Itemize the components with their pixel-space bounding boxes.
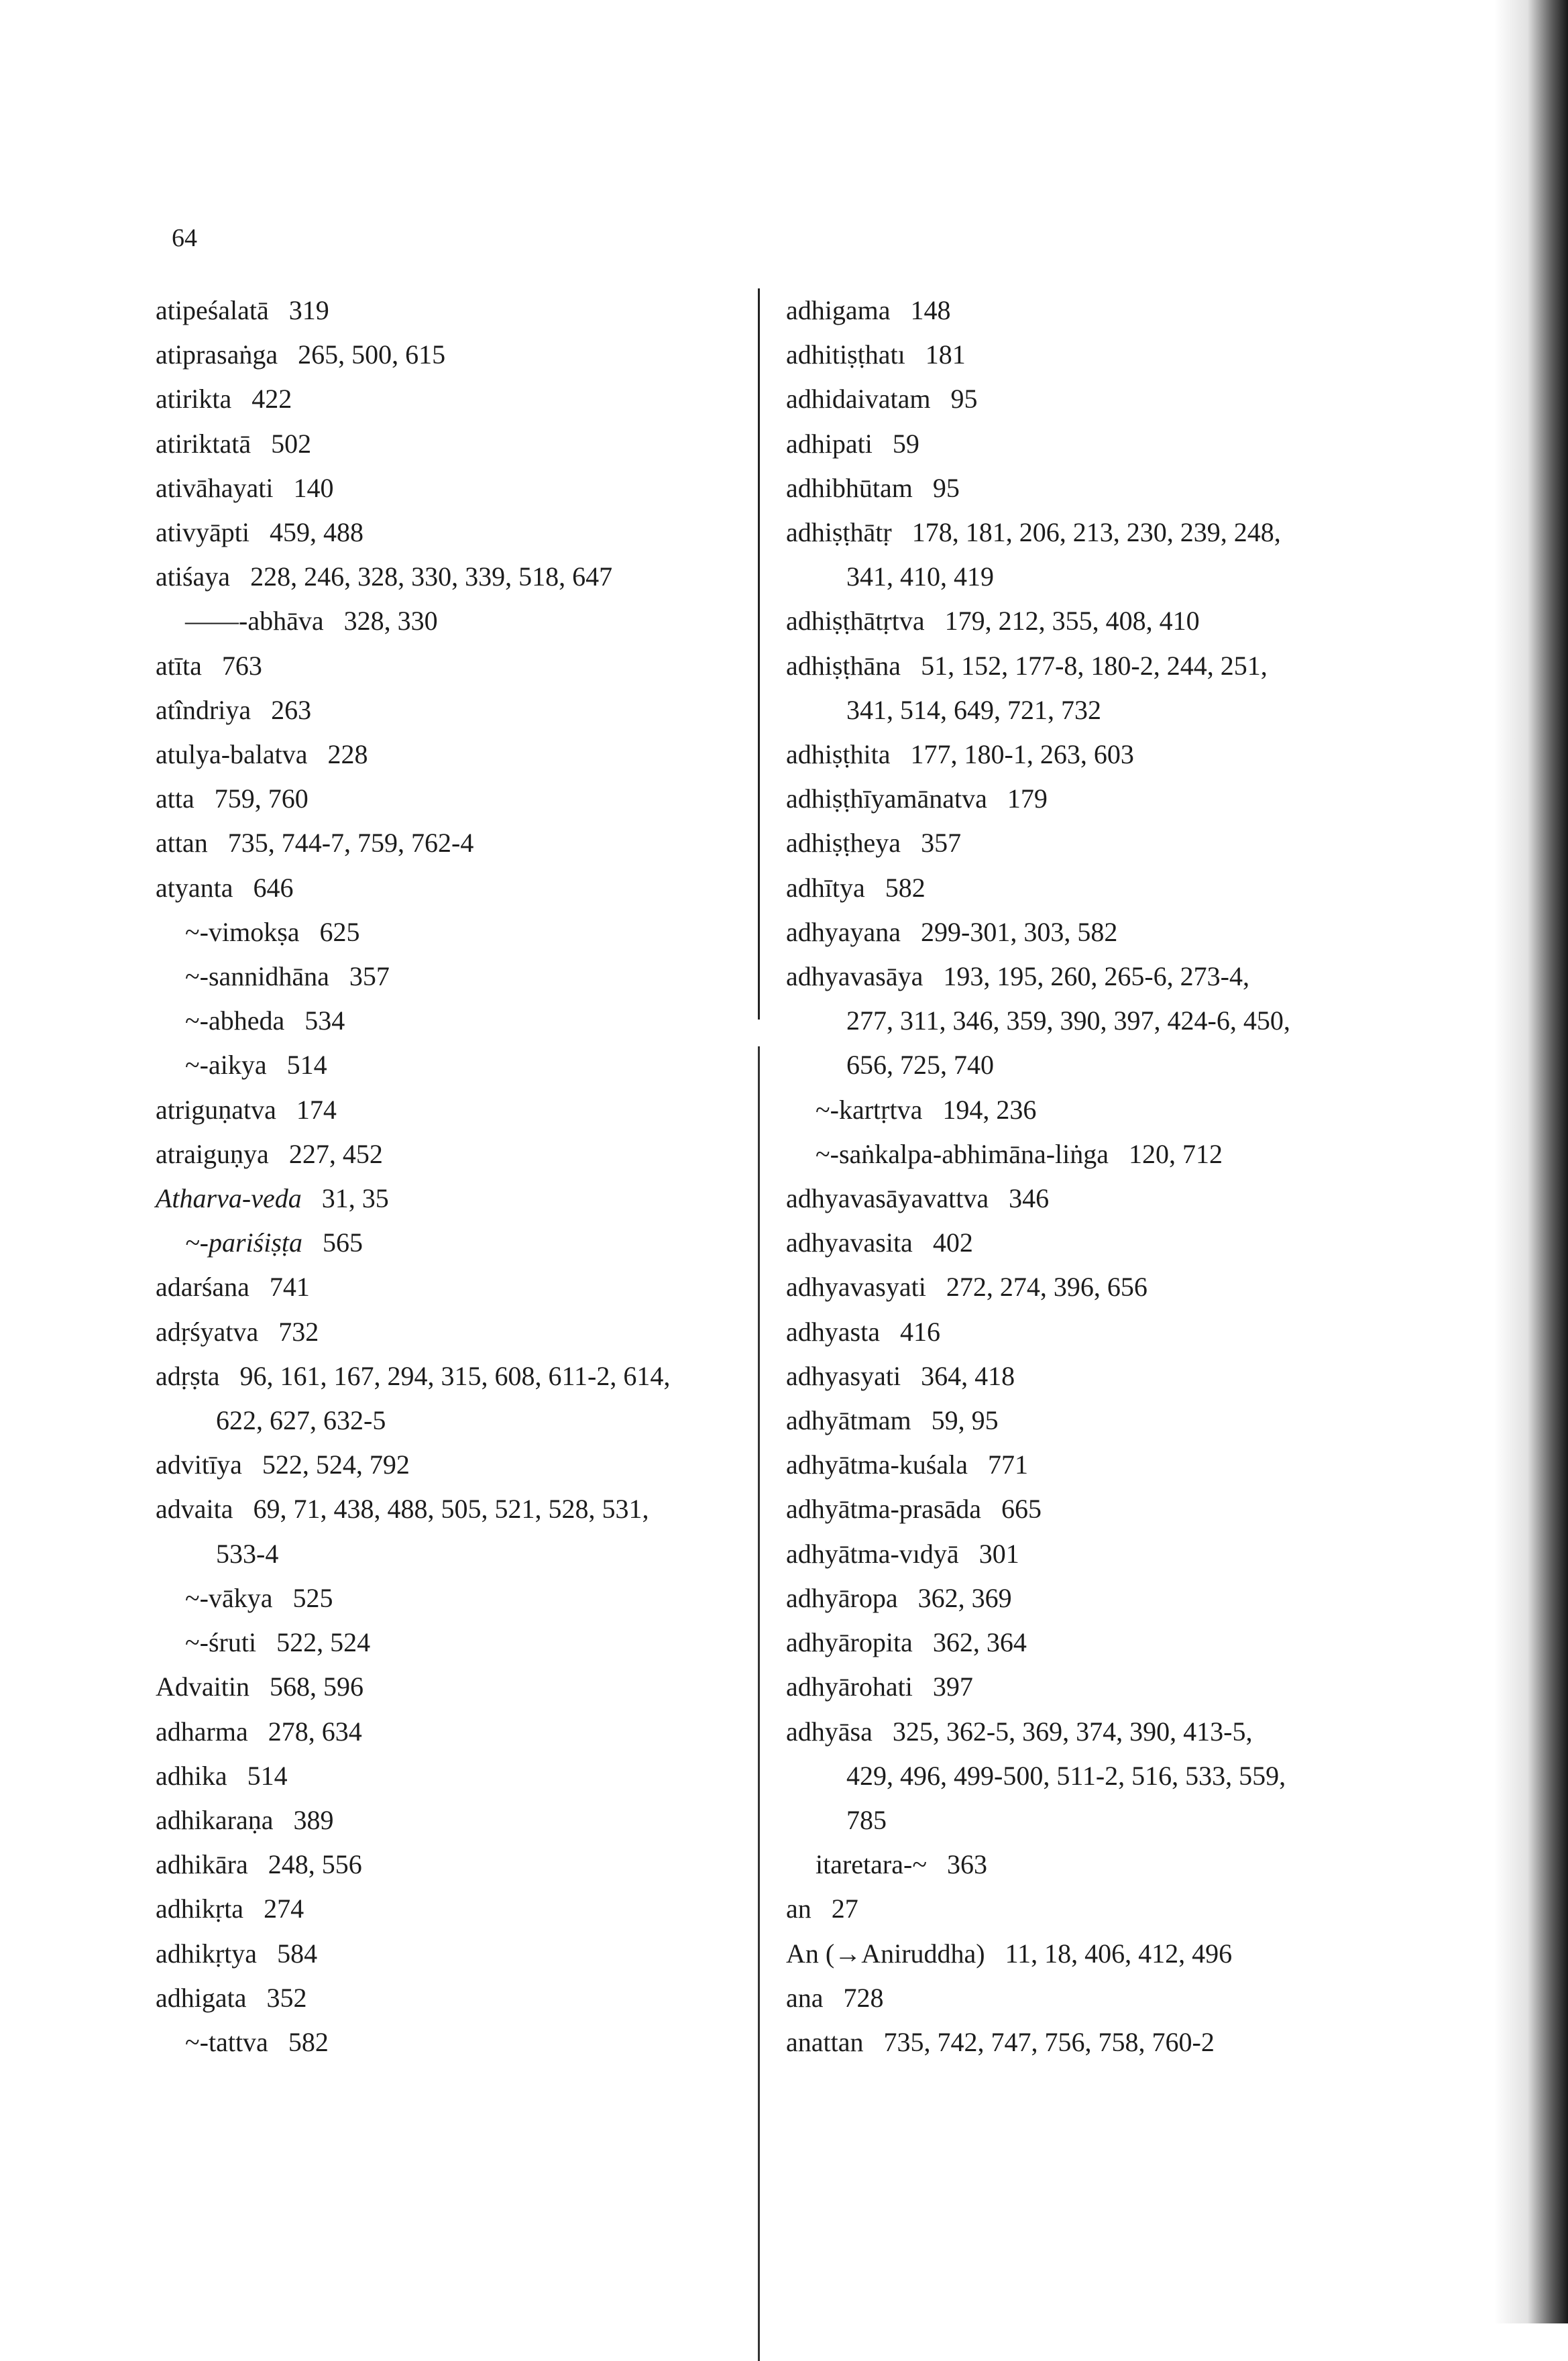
index-term: adhikāra [156, 1849, 248, 1880]
index-entry [786, 1132, 1457, 1176]
index-entry [156, 732, 759, 777]
page-references: 422 [251, 384, 292, 415]
column-divider-lower [758, 1046, 760, 2361]
page-references: 656, 725, 740 [846, 1050, 994, 1081]
index-column-left [156, 288, 759, 2065]
page-references: 69, 71, 438, 488, 505, 521, 528, 531, [253, 1494, 649, 1525]
page-references: 565 [323, 1227, 363, 1258]
index-term: atiśaya [156, 561, 231, 592]
page-references: 31, 35 [321, 1183, 389, 1214]
index-entry [156, 1621, 759, 1665]
page-references: 179, 212, 355, 408, 410 [944, 606, 1200, 637]
index-term: adhyavasāya [786, 961, 923, 992]
index-term: atiriktatā [156, 428, 251, 459]
index-term: adhyavasyati [786, 1272, 926, 1303]
index-entry [156, 1221, 759, 1265]
index-entry [786, 1354, 1457, 1398]
page-references: 178, 181, 206, 213, 230, 239, 248, [911, 517, 1281, 548]
index-term: ~-pariśiṣṭa [185, 1227, 302, 1258]
index-term: adhibhūtam [786, 472, 913, 503]
index-entry [786, 1754, 1457, 1798]
index-term: adhyayana [786, 916, 901, 947]
index-entry [156, 821, 759, 865]
index-entry [786, 466, 1457, 510]
index-entry [786, 1887, 1457, 1931]
index-term: adhyāropa [786, 1582, 898, 1613]
page-references: 325, 362-5, 369, 374, 390, 413-5, [892, 1716, 1253, 1747]
index-term: ~-saṅkalpa-abhimāna-liṅga [816, 1138, 1109, 1169]
index-entry [156, 999, 759, 1043]
index-entry [156, 1932, 759, 1976]
index-entry [786, 999, 1457, 1043]
index-entry [786, 599, 1457, 643]
page-references: 514 [286, 1050, 327, 1081]
index-entry [156, 1976, 759, 2020]
index-term: an [786, 1893, 811, 1924]
index-entry [156, 1487, 759, 1531]
index-entry [156, 910, 759, 954]
index-term: adhiṣṭhita [786, 739, 891, 770]
page-references: 416 [899, 1316, 940, 1347]
index-term: attan [156, 828, 208, 859]
page-references: 665 [1001, 1494, 1042, 1525]
index-term: adhidaivatam [786, 384, 931, 415]
index-term: adhyasta [786, 1316, 880, 1347]
column-divider [758, 288, 760, 1020]
page-references: 357 [349, 961, 390, 992]
page-references: 319 [288, 295, 329, 325]
page-references: 278, 634 [268, 1716, 362, 1747]
page-references: 625 [319, 916, 360, 947]
page-references: 568, 596 [269, 1671, 363, 1702]
index-term: adhiṣṭhātṛ [786, 517, 892, 548]
index-entry [786, 1221, 1457, 1265]
page-references: 248, 556 [268, 1849, 362, 1880]
index-entry [786, 555, 1457, 599]
index-entry [786, 377, 1457, 421]
index-entry [156, 1132, 759, 1176]
index-entry [156, 1532, 759, 1576]
page-references: 771 [988, 1449, 1028, 1480]
page-references: 328, 330 [343, 606, 438, 637]
index-entry [156, 1887, 759, 1931]
index-entry [786, 1621, 1457, 1665]
index-term: atulya-balatva [156, 739, 308, 770]
page-references: 622, 627, 632-5 [216, 1405, 386, 1436]
index-term: ativyāpti [156, 517, 249, 548]
index-term: adhipati [786, 428, 873, 459]
index-term: adhyavasita [786, 1227, 913, 1258]
page-references: 763 [221, 650, 262, 681]
index-entry [156, 377, 759, 421]
page-references: 728 [843, 1982, 884, 2013]
index-term: adhītya [786, 872, 865, 903]
page-number: 64 [172, 224, 197, 252]
index-term: adhyātma-kuśala [786, 1449, 968, 1480]
index-term: Atharva-veda [156, 1183, 302, 1214]
index-term: adarśana [156, 1272, 249, 1303]
page-references: 759, 760 [214, 783, 309, 814]
index-entry [786, 644, 1457, 688]
page-references: 96, 161, 167, 294, 315, 608, 611-2, 614, [239, 1360, 671, 1391]
page-references: 502 [271, 428, 312, 459]
index-term: adhyāropita [786, 1627, 913, 1658]
index-entry [786, 866, 1457, 910]
index-entry [786, 1487, 1457, 1531]
page-references: 228 [327, 739, 368, 770]
index-term: ~-śruti [185, 1627, 257, 1658]
page-references: 534 [304, 1005, 345, 1036]
index-entry [156, 599, 759, 643]
index-term: adhyātma-vıdyā [786, 1538, 959, 1569]
index-entry [156, 422, 759, 466]
index-entry [156, 954, 759, 999]
page-references: 174 [296, 1094, 337, 1125]
index-term: adhyātmam [786, 1405, 911, 1436]
index-entry [156, 1798, 759, 1843]
index-term: anattan [786, 2026, 864, 2057]
index-term: adhyārohati [786, 1671, 913, 1702]
page-references: 459, 488 [269, 517, 363, 548]
index-entry [786, 422, 1457, 466]
page-references: 397 [932, 1671, 973, 1702]
scan-binding-shadow [1494, 0, 1568, 2323]
index-term: atriguṇatva [156, 1094, 276, 1125]
index-term: adharma [156, 1716, 248, 1747]
index-term: ~-vākya [185, 1582, 273, 1613]
page-references: 148 [910, 295, 951, 325]
index-term: ~-vimokṣa [185, 916, 300, 947]
index-term: atipeśalatā [156, 295, 269, 325]
index-entry [156, 1088, 759, 1132]
index-term: adhyavasāyavattva [786, 1183, 989, 1214]
index-entry [156, 1754, 759, 1798]
page-references: 140 [293, 472, 334, 503]
index-entry [786, 1843, 1457, 1887]
index-entry [786, 510, 1457, 555]
page-references: 402 [932, 1227, 973, 1258]
index-term: adhyāsa [786, 1716, 873, 1747]
index-entry [156, 510, 759, 555]
index-entry [786, 1265, 1457, 1309]
index-entry [786, 1932, 1457, 1976]
index-entry [786, 1665, 1457, 1709]
page-references: 179 [1007, 783, 1048, 814]
page-references: 193, 195, 260, 265-6, 273-4, [943, 961, 1249, 992]
index-entry [156, 688, 759, 732]
index-entry [156, 777, 759, 821]
page-references: 95 [932, 472, 960, 503]
page-references: 522, 524 [276, 1627, 371, 1658]
page-references: 341, 410, 419 [846, 561, 994, 592]
index-entry [156, 2020, 759, 2065]
page-references: 346 [1009, 1183, 1050, 1214]
page-references: 265, 500, 615 [298, 339, 446, 370]
index-term: adhiṣṭhāna [786, 650, 901, 681]
index-entry [786, 1976, 1457, 2020]
index-entry [156, 466, 759, 510]
index-entry [156, 1443, 759, 1487]
page-references: 177, 180-1, 263, 603 [910, 739, 1134, 770]
index-term: adhikṛtya [156, 1938, 258, 1969]
page-references: 741 [269, 1272, 310, 1303]
page-references: 357 [921, 828, 962, 859]
index-term: adhiṣṭhātṛtva [786, 606, 925, 637]
index-term: adhyātma-prasāda [786, 1494, 981, 1525]
index-entry [786, 688, 1457, 732]
index-term: adhiṣṭhīyamānatva [786, 783, 987, 814]
page-references: 533-4 [216, 1538, 279, 1569]
index-entry [156, 1576, 759, 1621]
index-term: atta [156, 783, 194, 814]
index-entry [786, 1176, 1457, 1221]
page-references: 584 [277, 1938, 318, 1969]
index-entry [786, 288, 1457, 333]
index-entry [786, 1798, 1457, 1843]
page-references: 272, 274, 396, 656 [946, 1272, 1147, 1303]
index-entry [786, 777, 1457, 821]
index-column-right [786, 288, 1457, 2065]
page-references: 274 [264, 1893, 304, 1924]
index-entry [156, 866, 759, 910]
page-references: 582 [288, 2026, 329, 2057]
index-term: adhika [156, 1760, 227, 1791]
index-term: Advaitin [156, 1671, 249, 1702]
index-term: atīta [156, 650, 202, 681]
page-references: 735, 744-7, 759, 762-4 [227, 828, 474, 859]
page-references: 352 [266, 1982, 307, 2013]
index-entry [786, 1043, 1457, 1087]
page-references: 120, 712 [1129, 1138, 1223, 1169]
index-entry [786, 1398, 1457, 1443]
index-entry [786, 732, 1457, 777]
page-references: 429, 496, 499-500, 511-2, 516, 533, 559, [846, 1760, 1286, 1791]
page-references: 59 [892, 428, 919, 459]
index-term: adhigama [786, 295, 891, 325]
page-references: 277, 311, 346, 359, 390, 397, 424-6, 450, [846, 1005, 1290, 1036]
index-term: adhiṣṭheya [786, 828, 901, 859]
index-term: atraiguṇya [156, 1138, 269, 1169]
page-references: 227, 452 [288, 1138, 383, 1169]
page-references: 363 [946, 1849, 987, 1880]
index-entry [786, 1710, 1457, 1754]
page-references: 525 [292, 1582, 333, 1613]
page-references: 362, 369 [917, 1582, 1012, 1613]
page-references: 389 [293, 1804, 334, 1835]
index-entry [786, 910, 1457, 954]
index-entry [156, 1710, 759, 1754]
page-references: 735, 742, 747, 756, 758, 760-2 [883, 2026, 1215, 2057]
index-term: adṛśyatva [156, 1316, 259, 1347]
index-entry [786, 1443, 1457, 1487]
page-references: 364, 418 [921, 1360, 1015, 1391]
page-references: 228, 246, 328, 330, 339, 518, 647 [250, 561, 613, 592]
page-references: 522, 524, 792 [262, 1449, 410, 1480]
page-references: 299-301, 303, 582 [921, 916, 1118, 947]
index-entry [786, 2020, 1457, 2065]
page-references: 263 [271, 694, 312, 725]
index-term: itaretara-~ [816, 1849, 927, 1880]
page-references: 27 [831, 1893, 858, 1924]
page-references: 732 [278, 1316, 319, 1347]
index-term: ~-kartṛtva [816, 1094, 923, 1125]
page-references: 582 [885, 872, 926, 903]
index-term: adhyasyati [786, 1360, 901, 1391]
page-references: 95 [950, 384, 978, 415]
index-entry [786, 954, 1457, 999]
index-entry [786, 333, 1457, 377]
index-entry [156, 555, 759, 599]
index-entry [786, 1576, 1457, 1621]
index-entry [786, 1310, 1457, 1354]
index-term: An (→Aniruddha) [786, 1938, 985, 1969]
page-references: 362, 364 [932, 1627, 1027, 1658]
index-term: ana [786, 1982, 824, 2013]
index-term: ——-abhāva [185, 606, 324, 637]
index-term: ~-tattva [185, 2026, 268, 2057]
page-references: 646 [253, 872, 294, 903]
page-references: 11, 18, 406, 412, 496 [1005, 1938, 1233, 1969]
page-references: 514 [247, 1760, 288, 1791]
page-references: 51, 152, 177-8, 180-2, 244, 251, [921, 650, 1268, 681]
index-entry [156, 1354, 759, 1398]
index-entry [156, 333, 759, 377]
index-term: ~-abheda [185, 1005, 285, 1036]
index-term: ativāhayati [156, 472, 274, 503]
index-term: adhigata [156, 1982, 247, 2013]
index-entry [786, 1532, 1457, 1576]
index-entry [156, 1043, 759, 1087]
page-references: 785 [846, 1804, 887, 1835]
index-entry [156, 1398, 759, 1443]
index-entry [156, 1176, 759, 1221]
index-term: adhikaraṇa [156, 1804, 274, 1835]
index-term: advaita [156, 1494, 233, 1525]
index-term: atyanta [156, 872, 233, 903]
index-term: advitīya [156, 1449, 242, 1480]
index-term: ~-aikya [185, 1050, 267, 1081]
index-term: atiprasaṅga [156, 339, 278, 370]
index-term: adṛṣta [156, 1360, 220, 1391]
index-term: adhikṛta [156, 1893, 244, 1924]
index-entry [156, 1665, 759, 1709]
index-entry [156, 288, 759, 333]
index-entry [156, 644, 759, 688]
index-term: adhitiṣṭhatı [786, 339, 905, 370]
index-term: atirikta [156, 384, 232, 415]
index-entry [156, 1310, 759, 1354]
page-references: 181 [925, 339, 966, 370]
index-term: ~-sannidhāna [185, 961, 329, 992]
index-entry [786, 1088, 1457, 1132]
index-entry [156, 1265, 759, 1309]
page-references: 194, 236 [942, 1094, 1037, 1125]
page-references: 59, 95 [931, 1405, 999, 1436]
page-references: 301 [978, 1538, 1019, 1569]
index-term: atîndriya [156, 694, 251, 725]
page-references: 341, 514, 649, 721, 732 [846, 694, 1101, 725]
index-entry [156, 1843, 759, 1887]
index-entry [786, 821, 1457, 865]
